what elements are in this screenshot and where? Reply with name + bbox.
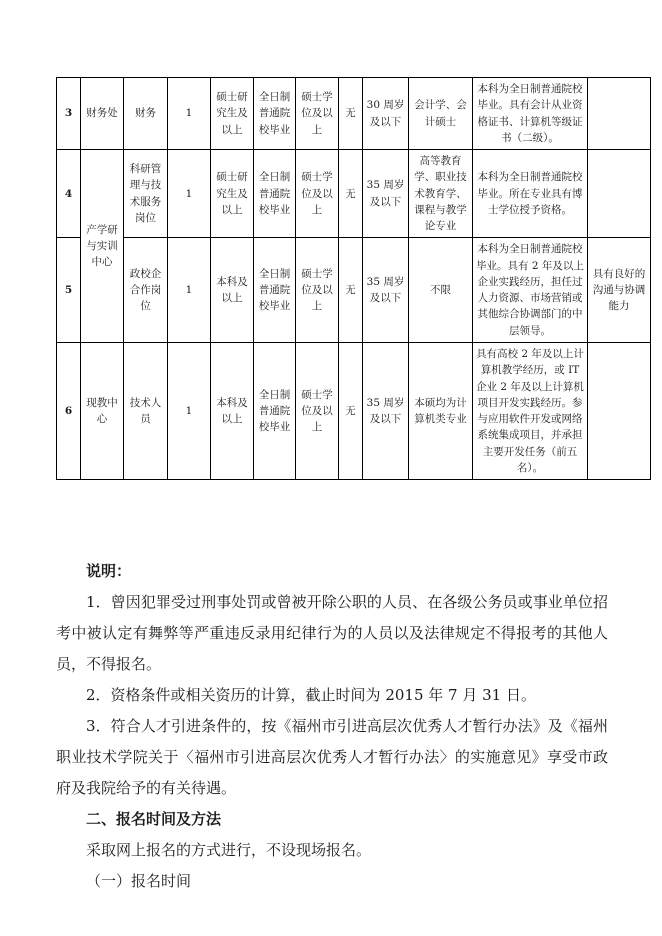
cell-education: 硕士研究生及以上 xyxy=(211,78,254,150)
job-requirements-table-container xyxy=(56,77,646,480)
cell-school-type: 全日制普通院校毕业 xyxy=(254,238,296,343)
cell-requirements: 本科为全日制普通院校毕业。具有会计从业资格证书、计算机等级证书（二级）。 xyxy=(473,78,588,150)
cell-department: 财务处 xyxy=(81,78,124,150)
cell-major: 本硕均为计算机类专业 xyxy=(409,342,473,479)
cell-index: 6 xyxy=(57,342,81,479)
table-row xyxy=(57,78,651,150)
cell-education: 硕士研究生及以上 xyxy=(211,150,254,238)
document-body-text xyxy=(56,556,608,897)
cell-remarks xyxy=(588,150,651,238)
section-two-subheading: （一）报名时间 xyxy=(86,872,192,890)
cell-remarks xyxy=(588,342,651,479)
notes-item-2: 2．资格条件或相关资历的计算，截止时间为 2015 年 7 月 31 日。 xyxy=(86,686,536,704)
notes-item-1: 1．曾因犯罪受过刑事处罚或曾被开除公职的人员、在各级公务员或事业单位招考中被认定有舞弊等严重违反录用纪律行为的人员以及法律规定不得报考的其他人员，不得报名。 xyxy=(56,593,608,673)
cell-index: 5 xyxy=(57,238,81,343)
cell-title: 无 xyxy=(339,78,363,150)
table-body xyxy=(57,78,651,480)
cell-education: 本科及以上 xyxy=(211,238,254,343)
cell-headcount: 1 xyxy=(168,342,211,479)
cell-index: 3 xyxy=(57,78,81,150)
cell-school-type: 全日制普通院校毕业 xyxy=(254,150,296,238)
cell-title: 无 xyxy=(339,238,363,343)
cell-remarks: 具有良好的沟通与协调能力 xyxy=(588,238,651,343)
cell-department: 现教中心 xyxy=(81,342,124,479)
cell-post: 财务 xyxy=(124,78,168,150)
cell-age: 35 周岁及以下 xyxy=(363,150,409,238)
cell-degree: 硕士学位及以上 xyxy=(296,150,339,238)
cell-major: 高等教育学、职业技术教育学、课程与教学论专业 xyxy=(409,150,473,238)
cell-requirements: 本科为全日制普通院校毕业。具有 2 年及以上企业实践经历，担任过人力资源、市场营销或其他综合协调部门的中层领导。 xyxy=(473,238,588,343)
cell-requirements: 本科为全日制普通院校毕业。所在专业具有博士学位授予资格。 xyxy=(473,150,588,238)
table-row xyxy=(57,238,651,343)
cell-major: 不限 xyxy=(409,238,473,343)
cell-degree: 硕士学位及以上 xyxy=(296,78,339,150)
cell-school-type: 全日制普通院校毕业 xyxy=(254,78,296,150)
cell-age: 35 周岁及以下 xyxy=(363,238,409,343)
cell-headcount: 1 xyxy=(168,150,211,238)
cell-major: 会计学、会计硕士 xyxy=(409,78,473,150)
cell-post: 政校企合作岗位 xyxy=(124,238,168,343)
table-row xyxy=(57,342,651,479)
cell-post: 科研管理与技术服务岗位 xyxy=(124,150,168,238)
cell-requirements: 具有高校 2 年及以上计算机教学经历，或 IT 企业 2 年及以上计算机项目开发实践经历。参与应用软件开发或网络系统集成项目，并承担主要开发任务（前五名）。 xyxy=(473,342,588,479)
cell-title: 无 xyxy=(339,342,363,479)
cell-school-type: 全日制普通院校毕业 xyxy=(254,342,296,479)
cell-department: 产学研与实训中心 xyxy=(81,150,124,343)
notes-item-3: 3．符合人才引进条件的，按《福州市引进高层次优秀人才暂行办法》及《福州职业技术学院关于〈福州市引进高层次优秀人才暂行办法〉的实施意见》享受市政府及我院给予的有关待遇。 xyxy=(56,717,608,797)
cell-age: 35 周岁及以下 xyxy=(363,342,409,479)
cell-headcount: 1 xyxy=(168,78,211,150)
section-two-paragraph: 采取网上报名的方式进行，不设现场报名。 xyxy=(86,841,372,859)
section-heading-two: 二、报名时间及方法 xyxy=(86,810,222,828)
cell-index: 4 xyxy=(57,150,81,238)
cell-education: 本科及以上 xyxy=(211,342,254,479)
cell-degree: 硕士学位及以上 xyxy=(296,342,339,479)
notes-heading: 说明： xyxy=(86,562,132,580)
cell-remarks xyxy=(588,78,651,150)
table-row xyxy=(57,150,651,238)
job-requirements-table xyxy=(56,77,651,480)
cell-title: 无 xyxy=(339,150,363,238)
cell-headcount: 1 xyxy=(168,238,211,343)
cell-age: 30 周岁及以下 xyxy=(363,78,409,150)
cell-post: 技术人员 xyxy=(124,342,168,479)
cell-degree: 硕士学位及以上 xyxy=(296,238,339,343)
